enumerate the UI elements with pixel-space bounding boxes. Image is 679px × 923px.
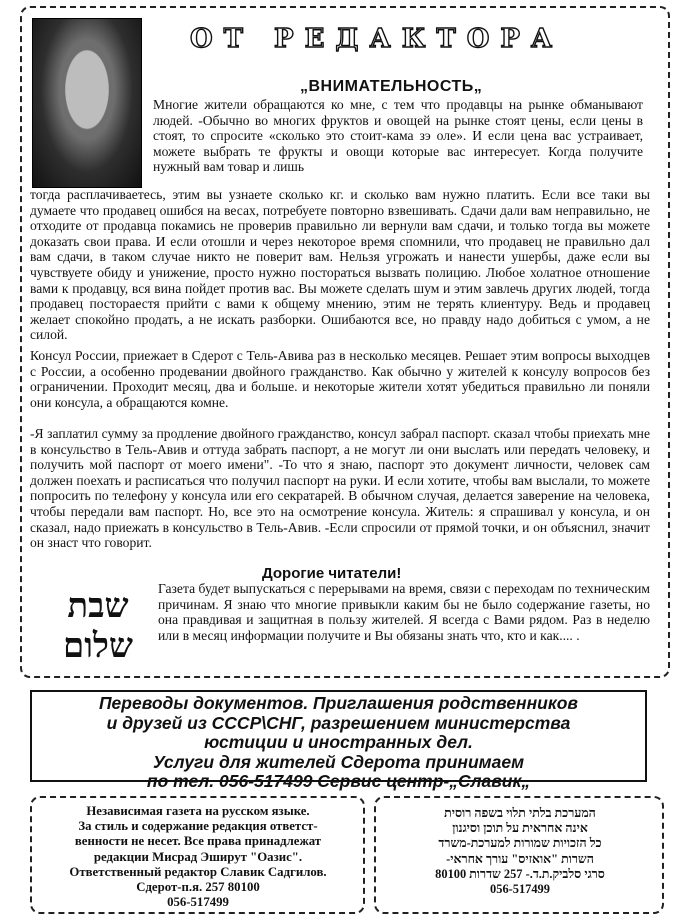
ad-line: и друзей из СССР\СНГ, разрешением министерства xyxy=(106,712,571,733)
paragraph-consul: Консул России, приежает в Сдерот с Тель-Авива раз в несколько месяцев. Решает этим вопросы выходцев с России, а особенно продевании двойного гражданство. Как обычно у жителей к консулу вопросов без ограничении. Проходит месяц, два и больше. и некоторые жители хотят убедиться правильно ли поняли они консула, а обращаются комне. xyxy=(30,348,650,410)
services-ad xyxy=(30,690,647,791)
article-title: „ВНИМАТЕЛЬНОСТЬ„ xyxy=(300,78,483,95)
ad-line: Услуги для жителей Сдерота принимаем xyxy=(152,751,525,772)
editor-photo xyxy=(32,18,142,188)
imprint-line: редакции Мисрад Эширут "Оазис". xyxy=(93,849,303,864)
imprint-line: המערכת בלתי תלוי בשפה רוסית xyxy=(444,806,596,820)
ad-line: юстиции и иностранных дел. xyxy=(204,732,473,752)
imprint-line: Независимая газета на русском языке. xyxy=(86,804,310,818)
imprint-line: Ответственный редактор Славик Садгилов. xyxy=(69,864,327,879)
readers-text: Газета будет выпускаться с перерывами на время, связи с переходам по техническим причинам. Я знаю что многие привыкли каким бы не было содержание газеты, но она правдивая и защитная в пользу жителей. Я всегда с Вами рядом. Раз в неделю или в месяц информации получите и Вы обязаны знать что, кто и как.... . xyxy=(158,581,650,643)
imprint-line: венности не несет. Все права принадлежат xyxy=(74,834,322,849)
paragraph-intro: Многие жители обращаются ко мне, с тем что продавцы на рынке обманывают людей. -Обычно во многих фруктов и овощей на рынке стоят цены, если цены в стоят, то спросите «сколько это стоит-кама зэ оле». И если цена вас устраивает, можете выбрать те фрукты и овощи которые вас интересует. Когда получите нужный вам товар и лишь xyxy=(153,97,643,175)
column-heading: ОТ РЕДАКТОРА xyxy=(190,24,564,54)
ad-line: по тел. 056-517499 Сервис центр-„Славик„ xyxy=(146,771,531,791)
imprint-line: За стиль и содержание редакция ответст- xyxy=(78,819,318,834)
imprint-line: אינה אחראית על תוכן וסיגנון xyxy=(452,821,588,836)
imprint-line: 056-517499 xyxy=(490,882,550,897)
readers-title: Дорогие читатели! xyxy=(262,565,402,582)
imprint-line: 056-517499 xyxy=(167,895,229,910)
paragraph-body: тогда расплачиваетесь, этим вы узнаете сколько кг. и сколько вам нужно платить. Если все таки вы думаете что продавец ошибся на весах, потребуете повторно взвешивать. Сдачи дали вам неправильно, не отходите от продавца покамись не проверив правильно ли вернули вам сдачи, и только тогда вы можете доказать свои права. И если отошли и через некоторое время спомнили, что продавец не правильно дал вам сдачи, в таком случае никто не поверит вам. Нельзя угрожать и нанести ушербы, даже если вы чувствуете обиду и унижение, просто нужно постораться вызвать полицию. Любое холатное отношение вами к продавцу, вся вина пойдет против вас. Вы можете сделать шум и этим завлечь других людей, тогда продавец постораестя прийти с вами к общему мнению, этим не терять клиентуру. Ведь и продавец желает спокойно продать, а не искать разборки. Ошибаются все, но правду надо добиться с умом, а не силой. xyxy=(30,187,650,343)
imprint-line: סרגי סלביק.ת.ד.- 257 שדרות 80100 xyxy=(435,866,605,881)
imprint-line: השרות "אואזיס" עורך אחראי- xyxy=(446,851,594,866)
logo-word-shalom: שלום xyxy=(63,626,133,663)
imprint-line: כל הזכויות שמורות למערכת-משרד xyxy=(438,836,602,851)
ad-line: Переводы документов. Приглашения родственников xyxy=(98,693,579,713)
imprint-hebrew xyxy=(374,796,664,914)
imprint-russian xyxy=(30,796,365,914)
paragraph-quote: -Я заплатил сумму за продление двойного гражданство, консул забрал паспорт. сказал чтобы приехать мне в консульство в Тель-Авив и оттуда забрать паспорт, а не могут ли они выслать или передать человеку, и получить мой паспорт от моего имени". -То что я знаю, паспорт это документ личности, человек сам должен поехать и расписаться что получил паспорт на руки. И если хотите, чтобы вам выслали, то можете попросить по телефону у консула или его секратарей. В обычном случая, делается заверение на человека, чтобы передали вам паспорт. Но, все это на осмотрение консула. Житель: я спрашивал у консула, и он сказал, надо приежать в консульство в Тель-Авив. -Если спросили от прямой точки, и он объяснил, значит он знаст что говорит. xyxy=(30,426,650,551)
shabbat-shalom-logo xyxy=(38,583,158,663)
imprint-line: Сдерот-п.я. 257 80100 xyxy=(136,880,260,895)
logo-word-shabbat: שבת xyxy=(67,586,129,626)
